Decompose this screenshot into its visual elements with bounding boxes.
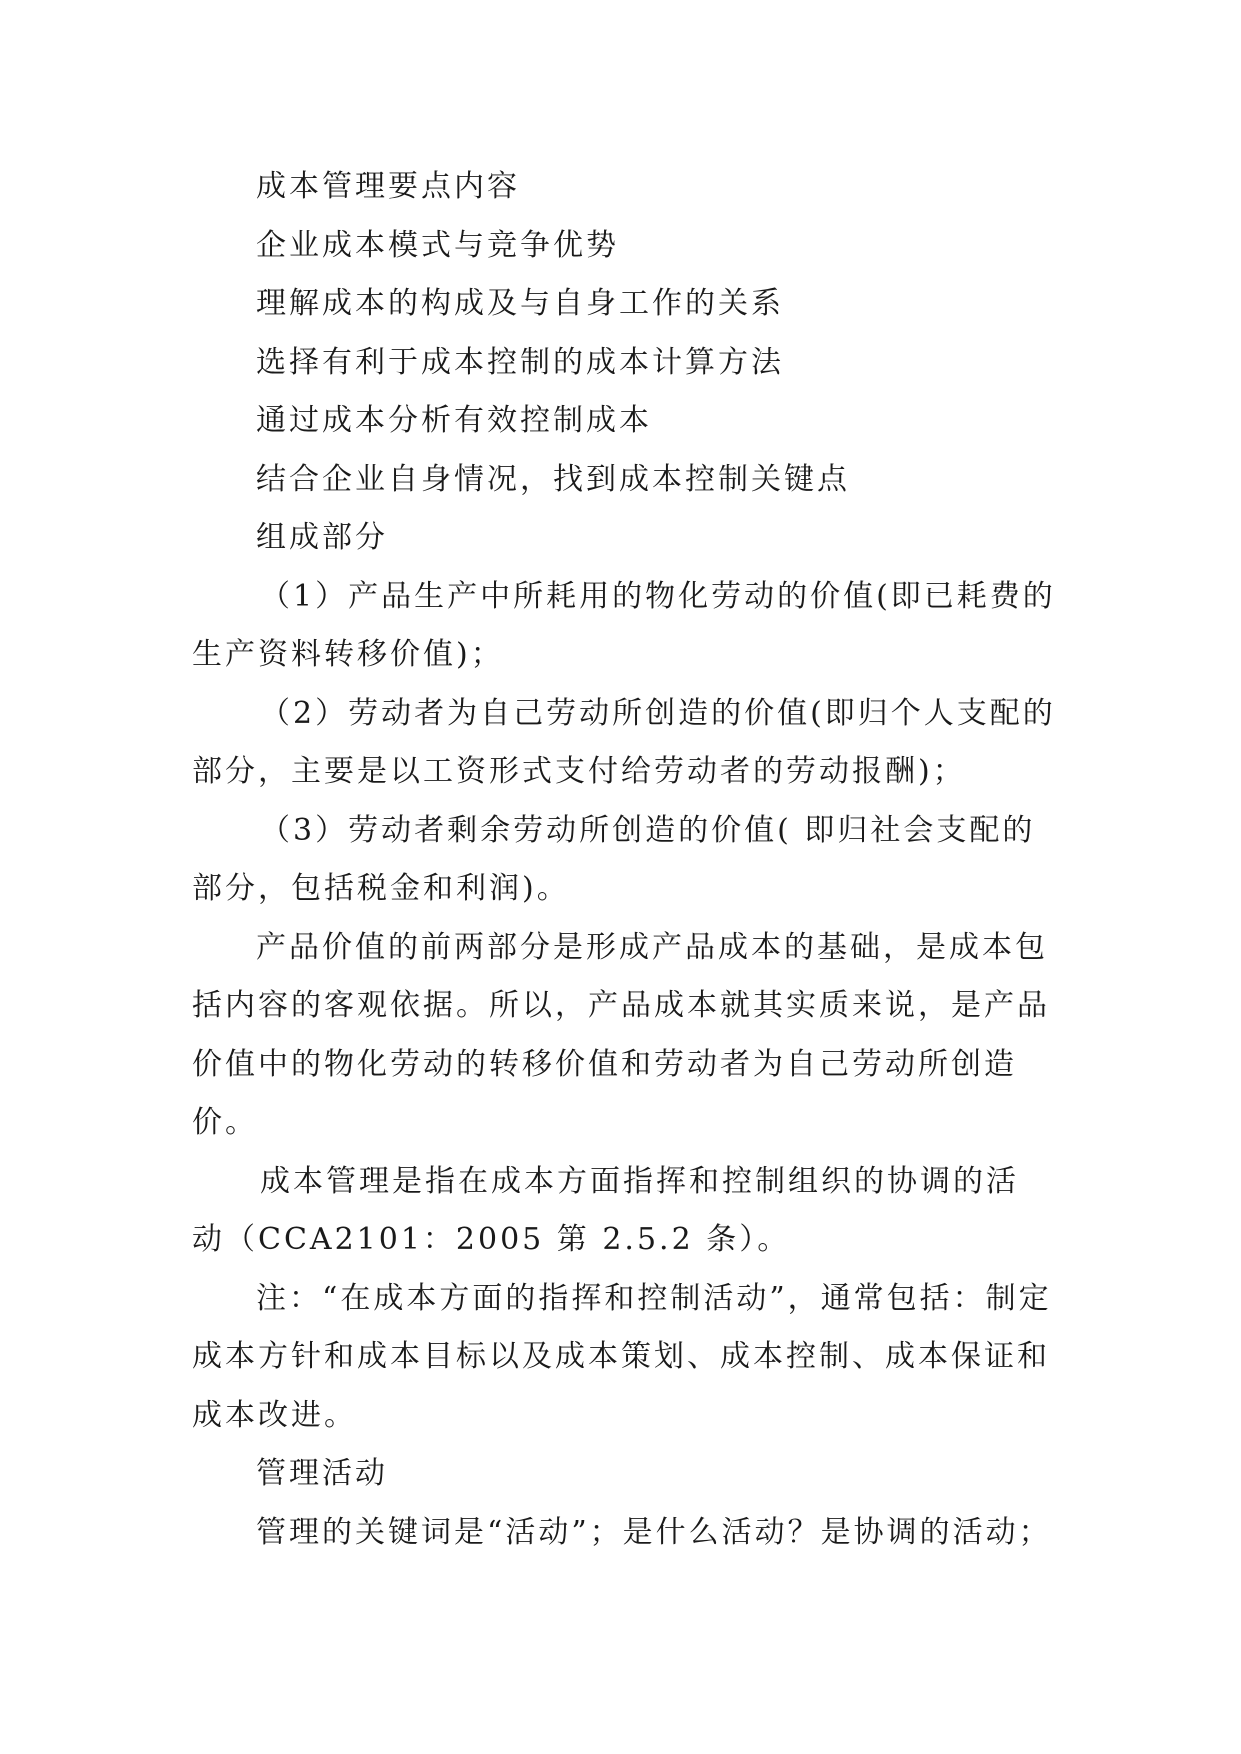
paragraph-line: 括内容的客观依据。所以，产品成本就其实质来说，是产品 [192,988,1050,1023]
text-line: 理解成本的构成及与自身工作的关系 [256,286,784,321]
paragraph-line: 动（CCA2101：2005 第 2.5.2 条）。 [192,1222,791,1257]
list-item-line: （1）产品生产中所耗用的物化劳动的价值(即已耗费的 [260,578,1056,614]
paragraph-line: 产品价值的前两部分是形成产品成本的基础，是成本包 [256,929,1048,965]
list-item-line: 部分，主要是以工资形式支付给劳动者的劳动报酬)； [192,754,966,789]
heading-line: 成本管理要点内容 [256,169,520,204]
paragraph-line: 成本管理是指在成本方面指挥和控制组织的协调的活 [260,1163,1019,1199]
section-heading: 组成部分 [256,520,388,555]
paragraph-line: 价值中的物化劳动的转移价值和劳动者为自己劳动所创造 [192,1046,1017,1082]
text-line: 结合企业自身情况，找到成本控制关键点 [256,461,850,497]
note-line: 成本改进。 [192,1397,357,1433]
text-line: 通过成本分析有效控制成本 [256,403,652,438]
paragraph-line: 价。 [192,1105,258,1140]
note-line: 成本方针和成本目标以及成本策划、成本控制、成本保证和 [192,1339,1050,1374]
paragraph-line: 管理的关键词是“活动”；是什么活动？是协调的活动； [256,1514,1052,1550]
document-body [192,158,1062,1562]
list-item-line: （2）劳动者为自己劳动所创造的价值(即归个人支配的 [260,695,1056,731]
list-item-line: 部分，包括税金和利润)。 [192,871,570,906]
list-item-line: （3）劳动者剩余劳动所创造的价值( 即归社会支配的 [260,812,1036,848]
list-item-line: 生产资料转移价值)； [192,637,504,672]
note-line: 注：“在成本方面的指挥和控制活动”，通常包括：制定 [256,1280,1052,1316]
text-line: 选择有利于成本控制的成本计算方法 [256,344,784,380]
section-heading: 管理活动 [256,1456,388,1491]
text-line: 企业成本模式与竞争优势 [256,227,619,263]
